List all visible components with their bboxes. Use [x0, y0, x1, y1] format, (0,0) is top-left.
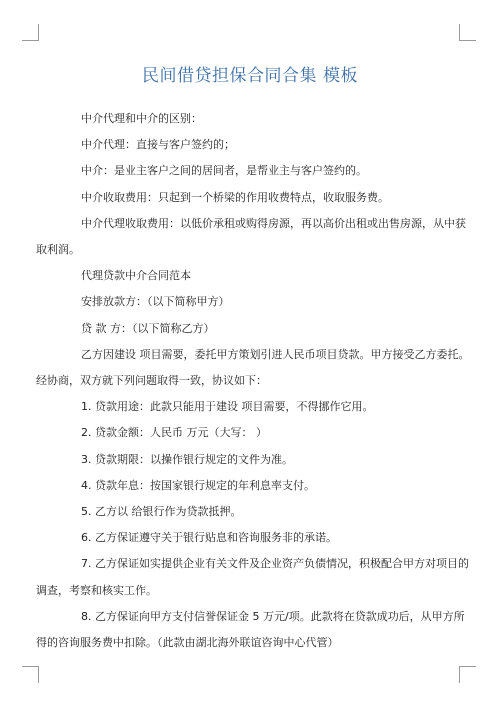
paragraph: 贷 款 方：（以下简称乙方）	[81, 321, 215, 335]
paragraph-continuation: 得的咨询服务费中扣除。（此款由湖北海外联谊咨询中心代管）	[36, 636, 339, 650]
clause-item: 5. 乙方以 给银行作为贷款抵押。	[81, 505, 242, 519]
clause-item: 2. 贷款金额：人民币 万元（大写： ）	[81, 426, 267, 440]
crop-mark-bottom-left	[22, 666, 39, 683]
paragraph: 乙方因建设 项目需要，委托甲方策划引进人民币项目贷款。甲方接受乙方委托。	[81, 347, 470, 361]
crop-mark-top-left	[22, 24, 39, 41]
paragraph: 中介代理和中介的区别：	[81, 112, 202, 125]
paragraph: 中介代理：直接与客户签约的；	[81, 138, 235, 152]
paragraph: 中介代理收取费用：以低价承租或购得房源，再以高价出租或出售房源，从中获	[81, 216, 466, 230]
crop-mark-bottom-right	[459, 666, 476, 683]
clause-item: 1. 贷款用途：此款只能用于建设 项目需要，不得挪作它用。	[81, 400, 374, 414]
paragraph: 代理贷款中介合同范本	[81, 269, 191, 283]
clause-item: 4. 贷款年息：按国家银行规定的年利息率支付。	[81, 478, 315, 492]
paragraph: 中介收取费用：只起到一个桥梁的作用收费特点，收取服务费。	[81, 190, 389, 204]
paragraph: 中介：是业主客户之间的居间者，是帮业主与客户签约的。	[81, 164, 367, 178]
paragraph-continuation: 取利润。	[36, 243, 80, 257]
paragraph: 安排放款方：（以下简称甲方）	[81, 295, 230, 309]
clause-item: 8. 乙方保证向甲方支付信誉保证金 5 万元/项。此款将在贷款成功后，从甲方所	[81, 609, 465, 623]
crop-mark-top-right	[459, 24, 476, 41]
paragraph-continuation: 调查，考察和核实工作。	[36, 583, 157, 597]
clause-item: 3. 贷款期限：以操作银行规定的文件为准。	[81, 452, 293, 466]
clause-item: 7. 乙方保证如实提供企业有关文件及企业资产负债情况，积极配合甲方对项目的	[81, 557, 469, 571]
document-title: 民间借贷担保合同合集 模板	[142, 66, 358, 86]
paragraph-continuation: 经协商，双方就下列问题取得一致，协议如下：	[36, 374, 267, 388]
clause-item: 6. 乙方保证遵守关于银行贴息和咨询服务非的承诺。	[81, 531, 337, 545]
document-body	[36, 106, 470, 656]
